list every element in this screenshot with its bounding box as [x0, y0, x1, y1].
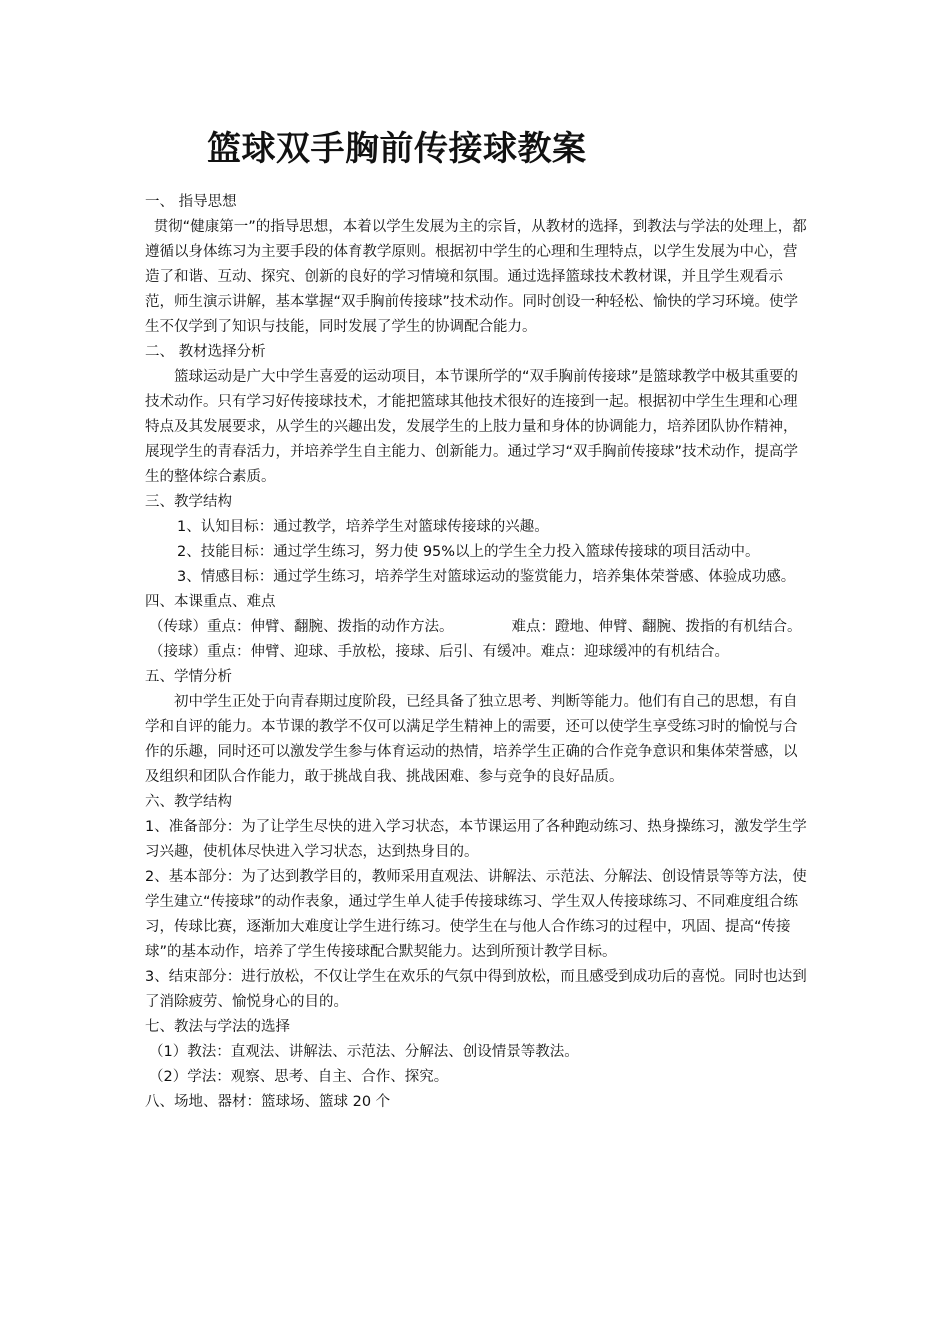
section-heading-material-analysis: 二、 教材选择分析: [145, 344, 266, 360]
section-venue-equipment: 八、场地、器材：篮球场、篮球 20 个: [145, 1094, 391, 1110]
paragraph-guiding-thought: 贯彻“健康第一”的指导思想，本着以学生发展为主的宗旨，从教材的选择，到教法与学法的处理上，都遵循以身体练习为主要手段的体育教学原则。根据初中学生的心理和生理特点，以学生发展为中心，营造了和谐、互动、探究、创新的良好的学习情境和氛围。通过选择篮球技术教材课，并且学生观看示范，师生演示讲解，基本掌握“双手胸前传接球”技术动作。同时创设一种轻松、愉快的学习环境。使学生不仅学到了知识与技能，同时发展了学生的协调配合能力。: [145, 219, 807, 335]
goal-item-cognitive: 1、认知目标：通过教学，培养学生对篮球传接球的兴趣。: [177, 519, 549, 535]
section-heading-key-points: 四、本课重点、难点: [145, 594, 276, 610]
section-heading-guiding-thought: 一、 指导思想: [145, 194, 237, 210]
key-points-catching: （接球）重点：伸臂、迎球、手放松，接球、后引、有缓冲。难点：迎球缓冲的有机结合。: [149, 644, 729, 660]
passing-key-point: （传球）重点：伸臂、翻腕、拨指的动作方法。: [149, 619, 454, 635]
method-item-teaching: （1）教法：直观法、讲解法、示范法、分解法、创设情景等教法。: [149, 1044, 579, 1060]
passing-difficulty: 难点：蹬地、伸臂、翻腕、拨指的有机结合。: [511, 619, 802, 635]
document-title: 篮球双手胸前传接球教案: [207, 129, 587, 169]
method-item-learning: （2）学法：观察、思考、自主、合作、探究。: [149, 1069, 449, 1085]
paragraph-preparation: 1、准备部分：为了让学生尽快的进入学习状态，本节课运用了各种跑动练习、热身操练习，激发学生学习兴趣，使机体尽快进入学习状态，达到热身目的。: [145, 819, 807, 860]
paragraph-ending: 3、结束部分：进行放松，不仅让学生在欢乐的气氛中得到放松，而且感受到成功后的喜悦。同时也达到了消除疲劳、愉悦身心的目的。: [145, 969, 807, 1010]
section-heading-teaching-structure: 三、教学结构: [145, 494, 232, 510]
goal-item-skill: 2、技能目标：通过学生练习，努力使 95%以上的学生全力投入篮球传接球的项目活动中。: [177, 544, 760, 560]
section-heading-teaching-structure-2: 六、教学结构: [145, 794, 232, 810]
section-heading-methods: 七、教法与学法的选择: [145, 1019, 290, 1035]
section-heading-student-analysis: 五、学情分析: [145, 669, 232, 685]
goal-item-emotional: 3、情感目标：通过学生练习，培养学生对篮球运动的鉴赏能力，培养集体荣誉感、体验成功感。: [177, 569, 796, 585]
paragraph-material-analysis: 篮球运动是广大中学生喜爱的运动项目，本节课所学的“双手胸前传接球”是篮球教学中极其重要的技术动作。只有学习好传接球技术，才能把篮球其他技术很好的连接到一起。根据初中学生生理和心理特点及其发展要求，从学生的兴趣出发，发展学生的上肢力量和身体的协调能力，培养团队协作精神，展现学生的青春活力，并培养学生自主能力、创新能力。通过学习“双手胸前传接球”技术动作，提高学生的整体综合素质。: [145, 369, 799, 485]
paragraph-student-analysis: 初中学生正处于向青春期过度阶段，已经具备了独立思考、判断等能力。他们有自己的思想，有自学和自评的能力。本节课的教学不仅可以满足学生精神上的需要，还可以使学生享受练习时的愉悦与合作的乐趣，同时还可以激发学生参与体育运动的热情，培养学生正确的合作竞争意识和集体荣誉感，以及组织和团队合作能力，敢于挑战自我、挑战困难、参与竞争的良好品质。: [145, 694, 798, 785]
key-points-passing: [145, 615, 810, 640]
document-body: [145, 190, 810, 1115]
paragraph-basic-part: 2、基本部分：为了达到教学目的，教师采用直观法、讲解法、示范法、分解法、创设情景等等方法，使学生建立“传接球”的动作表象，通过学生单人徒手传接球练习、学生双人传接球练习、不同难度组合练习，传球比赛，逐渐加大难度让学生进行练习。使学生在与他人合作练习的过程中，巩固、提高“传接球”的基本动作，培养了学生传接球配合默契能力。达到所预计教学目标。: [145, 869, 807, 960]
